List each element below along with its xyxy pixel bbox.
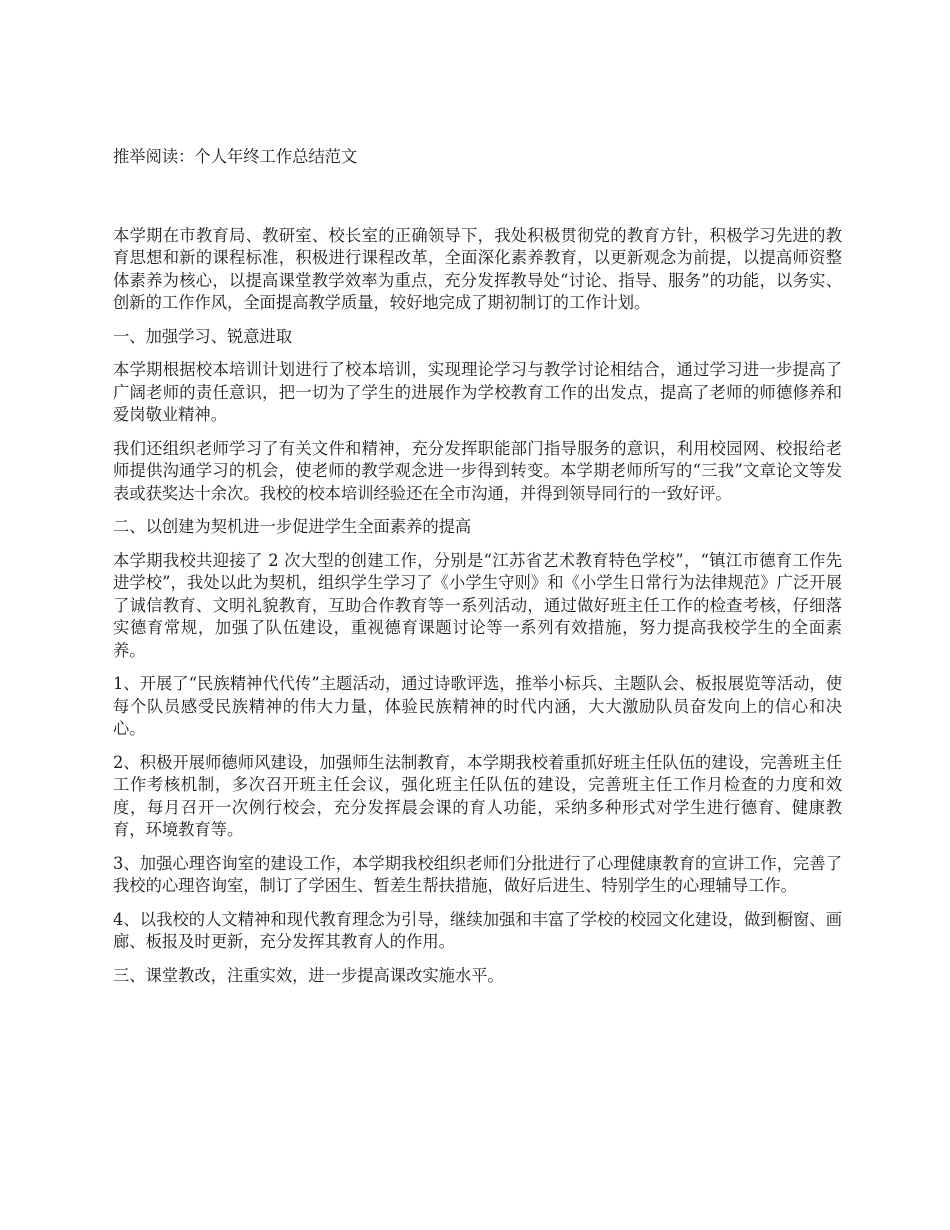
paragraph-item-1: 1、开展了“民族精神代代传”主题活动，通过诗歌评选，推举小标兵、主题队会、板报展览等活动，使每个队员感受民族精神的伟大力量，体验民族精神的时代内涵，大大激励队员奋发向上的信心和决心。 <box>113 674 842 738</box>
paragraph-training: 本学期根据校本培训计划进行了校本培训，实现理论学习与教学讨论相结合，通过学习进一步提高了广阔老师的责任意识，把一切为了学生的进展作为学校教育工作的出发点，提高了老师的师德修养和爱岗敬业精神。 <box>113 360 842 424</box>
paragraph-item-3: 3、加强心理咨询室的建设工作，本学期我校组织老师们分批进行了心理健康教育的宣讲工作，完善了我校的心理咨询室，制订了学困生、暂差生帮扶措施，做好后进生、特别学生的心理辅导工作。 <box>113 853 842 895</box>
paragraph-item-2: 2、积极开展师德师风建设，加强师生法制教育，本学期我校着重抓好班主任队伍的建设，完善班主任工作考核机制，多次召开班主任会议，强化班主任队伍的建设，完善班主任工作月检查的力度和效度，每月召开一次例行校会，充分发挥晨会课的育人功能，采纳多种形式对学生进行德育、健康教育，环境教育等。 <box>113 752 842 839</box>
section-heading-1: 一、加强学习、锐意进取 <box>113 326 293 346</box>
paragraph-creation-work: 本学期我校共迎接了 2 次大型的创建工作，分别是“江苏省艺术教育特色学校”，“镇江市德育工作先进学校”，我处以此为契机，组织学生学习了《小学生守则》和《小学生日常行为法律规范》广泛开展了诚信教育、文明礼貌教育，互助合作教育等一系列活动，通过做好班主任工作的检查考核，仔细落实德育常规，加强了队伍建设，重视德育课题讨论等一系列有效措施，努力提高我校学生的全面素养。 <box>113 550 842 660</box>
paragraph-intro: 本学期在市教育局、教研室、校长室的正确领导下，我处积极贯彻党的教育方针，积极学习先进的教育思想和新的课程标准，积极进行课程改革，全面深化素养教育，以更新观念为前提，以提高师资整体素养为核心，以提高课堂教学效率为重点，充分发挥教导处“讨论、指导、服务”的功能，以务实、创新的工作作风，全面提高教学质量，较好地完成了期初制订的工作计划。 <box>113 225 842 312</box>
paragraph-item-4: 4、以我校的人文精神和现代教育理念为引导，继续加强和丰富了学校的校园文化建设，做到橱窗、画廊、板报及时更新，充分发挥其教育人的作用。 <box>113 909 842 951</box>
paragraph-teacher-study: 我们还组织老师学习了有关文件和精神，充分发挥职能部门指导服务的意识，利用校园网、校报给老师提供沟通学习的机会，使老师的教学观念进一步得到转变。本学期老师所写的“三我”文章论文等发表或获奖达十余次。我校的校本培训经验还在全市沟通，并得到领导同行的一致好评。 <box>113 438 842 503</box>
recommended-reading: 推举阅读：个人年终工作总结范文 <box>113 147 358 166</box>
section-heading-2: 二、以创建为契机进一步促进学生全面素养的提高 <box>113 517 472 536</box>
section-heading-3: 三、课堂教改，注重实效，进一步提高课改实施水平。 <box>113 965 504 985</box>
